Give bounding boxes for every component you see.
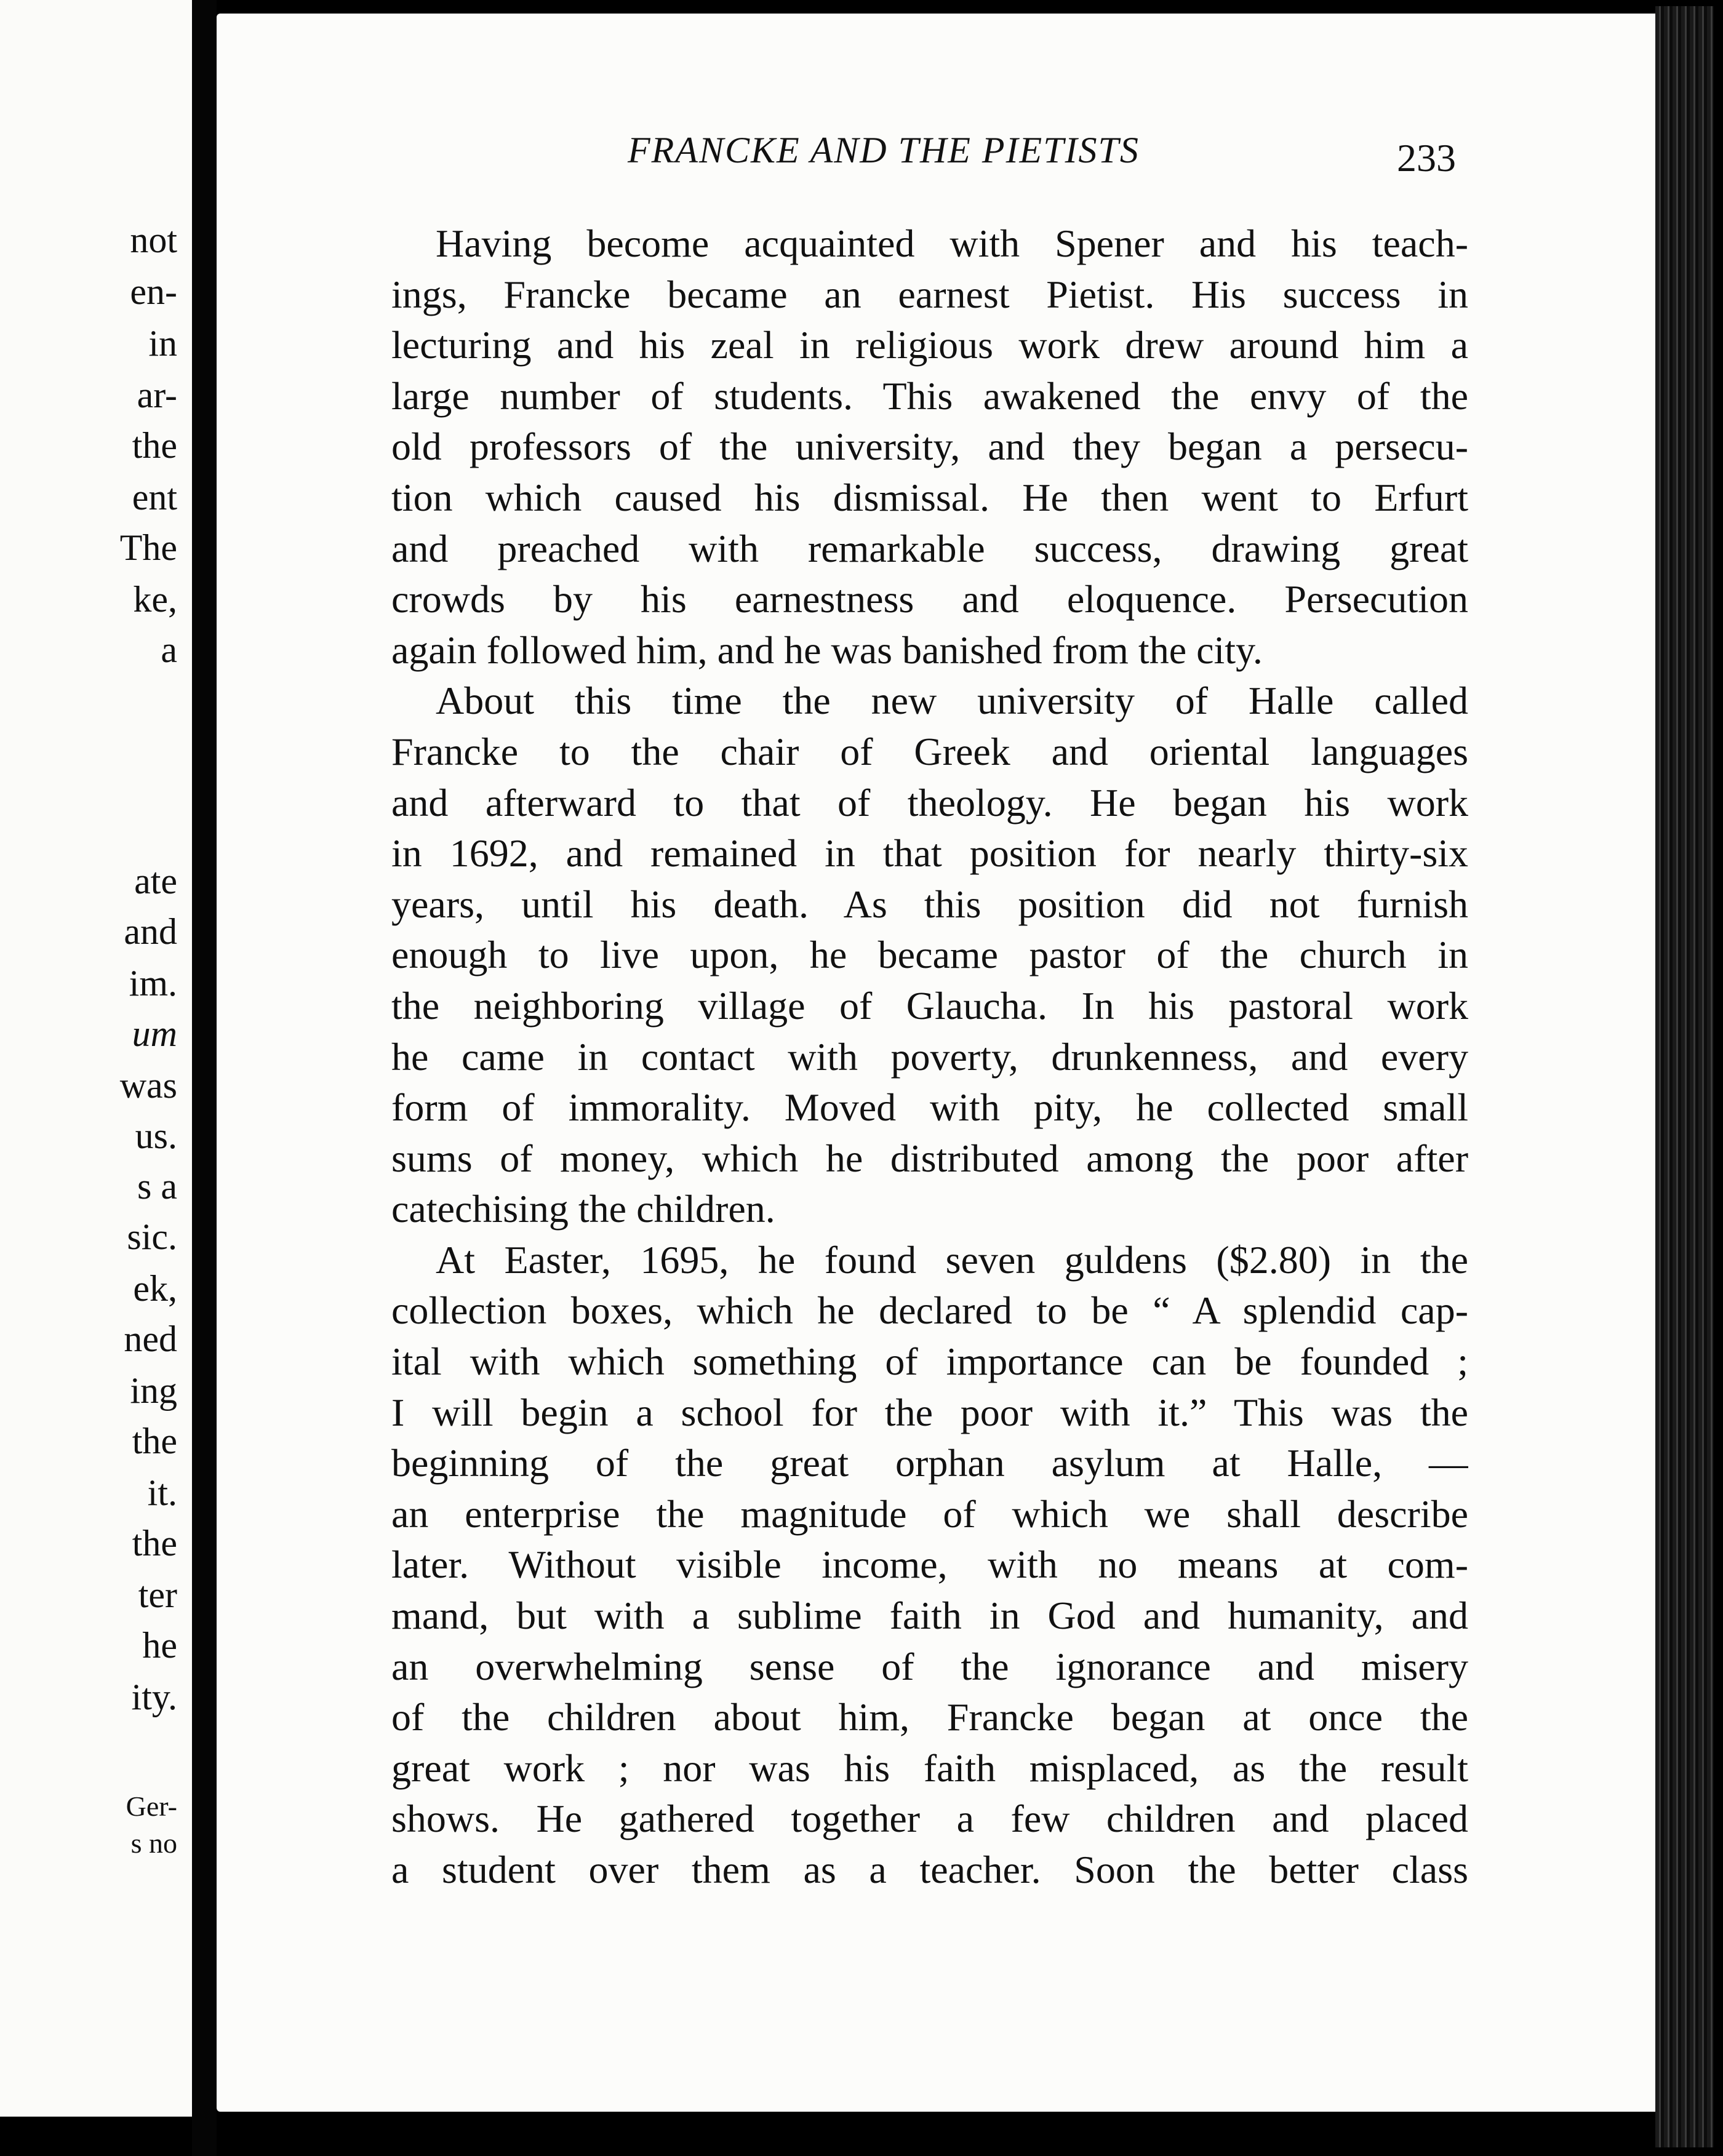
- left-fragment: not: [130, 220, 177, 260]
- text-line: years, until his death. As this position did not furnish: [391, 882, 1468, 926]
- left-facing-page: [0, 0, 192, 2117]
- left-fragment: it.: [147, 1472, 177, 1513]
- left-fragment: and: [124, 911, 177, 952]
- running-head: FRANCKE AND THE PIETISTS: [628, 130, 1140, 170]
- body-text: [391, 218, 1468, 1896]
- text-line: in 1692, and remained in that position for nearly thirty-six: [391, 831, 1468, 876]
- left-fragment: ke,: [133, 579, 177, 620]
- left-fragment: im.: [129, 963, 177, 1004]
- text-line: beginning of the great orphan asylum at Halle, —: [391, 1441, 1468, 1485]
- text-line: sums of money, which he distributed among the poor after: [391, 1136, 1468, 1180]
- left-fragment: in: [148, 323, 177, 364]
- text-line: ings, Francke became an earnest Pietist. His success in: [391, 272, 1468, 316]
- left-fragment: um: [132, 1013, 177, 1054]
- text-line: enough to live upon, he became pastor of the church in: [391, 933, 1468, 977]
- left-fragment: ent: [132, 477, 177, 517]
- left-fragment: a: [161, 629, 177, 670]
- left-fragment: ar-: [137, 375, 177, 415]
- left-fragment: ek,: [133, 1268, 177, 1309]
- text-line: later. Without visible income, with no means at com-: [391, 1543, 1468, 1587]
- page-number: 233: [1397, 136, 1456, 180]
- text-line: Francke to the chair of Greek and oriental languages: [391, 729, 1468, 773]
- text-line: At Easter, 1695, he found seven guldens ($2.80) in the: [436, 1237, 1468, 1282]
- text-line: a student over them as a teacher. Soon the better class: [391, 1848, 1468, 1891]
- left-fragment: ter: [138, 1575, 177, 1615]
- text-line: Having become acquainted with Spener and his teach-: [436, 222, 1468, 265]
- text-line: large number of students. This awakened the envy of the: [391, 373, 1468, 418]
- left-fragment: ing: [130, 1370, 177, 1411]
- text-line: again followed him, and he was banished from the city.: [391, 628, 1263, 672]
- left-footnote-fragment: Ger-: [126, 1791, 177, 1822]
- text-line: tion which caused his dismissal. He then went to Erfurt: [391, 475, 1468, 519]
- text-line: old professors of the university, and they began a persecu-: [391, 425, 1468, 469]
- text-line: shows. He gathered together a few children and placed: [391, 1797, 1468, 1841]
- left-fragment: the: [132, 425, 177, 466]
- text-line: an overwhelming sense of the ignorance and misery: [391, 1644, 1468, 1688]
- text-line: mand, but with a sublime faith in God and humanity, and: [391, 1594, 1468, 1638]
- text-line: the neighboring village of Glaucha. In his pastoral work: [391, 983, 1468, 1028]
- left-fragment: us.: [135, 1116, 177, 1156]
- text-line: crowds by his earnestness and eloquence. Persecution: [391, 577, 1468, 621]
- text-line: form of immorality. Moved with pity, he collected small: [391, 1085, 1468, 1130]
- left-fragment: the: [132, 1421, 177, 1461]
- text-line: catechising the children.: [391, 1187, 775, 1231]
- text-line: he came in contact with poverty, drunkenness, and every: [391, 1034, 1468, 1079]
- left-fragment: was: [119, 1065, 177, 1106]
- left-fragment: ity.: [131, 1677, 177, 1717]
- page-gutter: [192, 0, 217, 2156]
- left-fragment: ate: [134, 861, 177, 901]
- left-fragment: The: [119, 527, 177, 568]
- text-line: About this time the new university of Halle called: [436, 679, 1468, 723]
- left-footnote-fragment: s no: [130, 1827, 177, 1859]
- text-line: collection boxes, which he declared to be “ A splendid cap-: [391, 1288, 1468, 1333]
- left-fragment: sic.: [127, 1216, 177, 1257]
- left-fragment: ned: [124, 1319, 177, 1359]
- text-line: and preached with remarkable success, drawing great: [391, 526, 1468, 570]
- left-fragment: s a: [137, 1166, 177, 1207]
- text-line: of the children about him, Francke began at once the: [391, 1695, 1468, 1739]
- text-line: lecturing and his zeal in religious work drew around him a: [391, 323, 1468, 367]
- text-line: great work ; nor was his faith misplaced, as the result: [391, 1746, 1468, 1790]
- left-fragment: he: [142, 1625, 177, 1666]
- page-edges: [1655, 6, 1714, 2147]
- text-line: ital with which something of importance can be founded ;: [391, 1340, 1468, 1384]
- text-line: I will begin a school for the poor with it.” This was the: [391, 1390, 1468, 1434]
- left-fragment: en-: [130, 271, 177, 312]
- text-line: an enterprise the magnitude of which we shall describe: [391, 1491, 1468, 1536]
- text-line: and afterward to that of theology. He began his work: [391, 780, 1468, 824]
- left-fragment: the: [132, 1523, 177, 1563]
